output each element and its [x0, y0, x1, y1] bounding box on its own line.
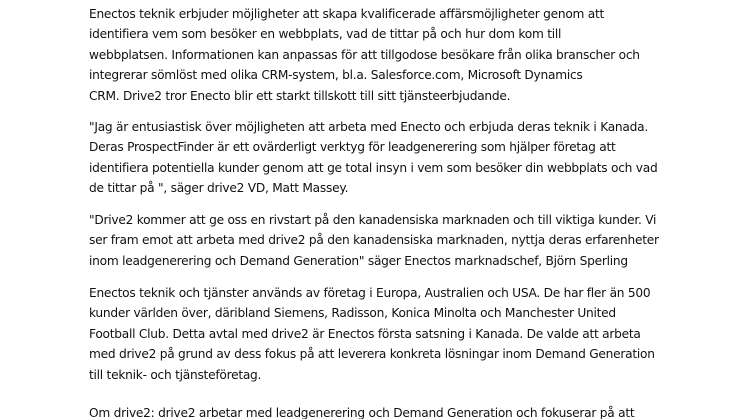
paragraph-enecto-customers	[89, 283, 655, 385]
text-line: "Drive2 kommer att ge oss en rivstart på den kanadensiska marknaden och till viktiga kunder. Vi	[89, 213, 657, 227]
text-line: kunder världen över, däribland Siemens, Radisson, Konica Minolta och Manchester United	[89, 306, 616, 321]
text-line: med drive2 på grund av dess fokus på att leverera konkreta lösningar inom Demand Generation	[89, 347, 655, 362]
paragraph-about-drive2	[89, 403, 634, 419]
text-line: Enectos teknik och tjänster används av företag i Europa, Australien och USA. De har fler än 500	[89, 286, 651, 300]
text-line: till teknik- och tjänsteföretag.	[89, 367, 262, 382]
paragraph-bjorn-sperling-quote	[89, 210, 659, 271]
text-line: Enectos teknik erbjuder möjligheter att skapa kvalificerade affärsmöjligheter genom att	[89, 7, 605, 21]
text-line: Om drive2: drive2 arbetar med leadgenerering och Demand Generation och fokuserar på att	[89, 406, 635, 419]
paragraph-enecto-technology	[89, 4, 640, 106]
text-line: identifiera potentiella kunder genom att ge total insyn i vem som besöker din webbplats och vad	[89, 160, 658, 175]
text-line: "Jag är entusiastisk över möjligheten att arbeta med Enecto och erbjuda deras teknik i Kanada.	[89, 120, 648, 134]
paragraph-matt-massey-quote	[89, 117, 657, 199]
text-line: de tittar på ", säger drive2 VD, Matt Massey.	[89, 181, 349, 196]
text-line: CRM. Drive2 tror Enecto blir ett starkt tillskott till sitt tjänsteerbjudande.	[89, 88, 511, 103]
text-line: identifiera vem som besöker en webbplats, vad de tittar på och hur dom kom till	[89, 27, 562, 42]
text-line: integrerar sömlöst med olika CRM-system, bl.a. Salesforce.com, Microsoft Dynamics	[89, 68, 583, 83]
text-line: inom leadgenerering och Demand Generation" säger Enectos marknadschef, Björn Sperling	[89, 253, 628, 268]
text-line: Football Club. Detta avtal med drive2 är Enectos första satsning i Kanada. De valde att arbeta	[89, 326, 641, 341]
text-line: Deras ProspectFinder är ett ovärderligt verktyg för leadgenerering som hjälper företag att	[89, 140, 616, 155]
text-line: webbplatsen. Informationen kan anpassas för att tillgodose besökare från olika branscher och	[89, 47, 640, 62]
text-line: ser fram emot att arbeta med drive2 på den kanadensiska marknaden, nyttja deras erfarenheter	[89, 233, 659, 248]
